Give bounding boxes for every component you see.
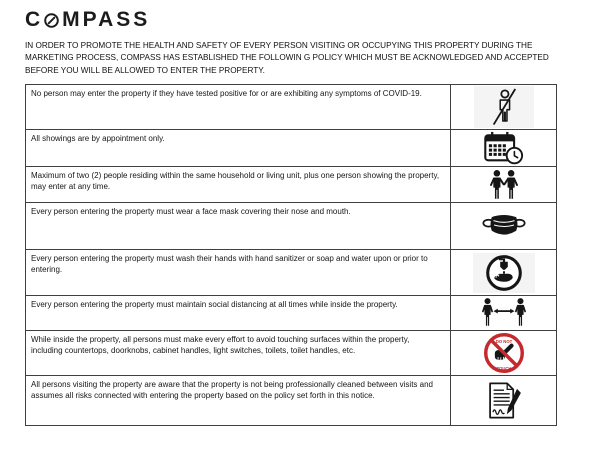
policy-text: Every person entering the property must maintain social distancing at all times while inside the property. [31,299,398,309]
social-distance-icon [481,297,527,329]
policy-text: All showings are by appointment only. [31,133,165,143]
hand-sanitizer-icon [485,254,523,292]
policy-text: All persons visiting the property are aware that the property is not being professionally cleaned between visits and assumes all risks connected with entering the property based on the policy set forth in this notice. [31,379,434,400]
logo-text-suffix: MPASS [62,8,151,31]
do-not-label: DO NOT [495,339,512,345]
policy-icon-cell [450,203,556,249]
icon-backdrop [485,380,522,421]
two-people-icon [486,169,522,201]
compass-slashed-o-icon [43,12,60,29]
icon-backdrop [474,86,534,128]
policy-icon-cell [450,376,556,425]
policy-row [26,130,556,167]
logo-text-prefix: C [25,8,44,31]
policy-text: While inside the property, all persons must make every effort to avoid touching surfaces within the property, including countertops, doorknobs, cabinet handles, light switches, toilets, toilet handles, etc. [31,334,410,355]
icon-backdrop [486,169,522,201]
policy-icon-cell [450,331,556,375]
policy-row [26,376,556,425]
policy-text: Every person entering the property must wear a face mask covering their nose and mouth. [31,206,351,216]
policy-icon-cell [450,296,556,330]
touch-label: TOUCH [496,365,511,371]
icon-backdrop [473,253,535,293]
policy-icon-cell [450,250,556,295]
icon-backdrop [481,297,527,329]
policy-icon-cell [450,167,556,202]
policy-text: No person may enter the property if they have tested positive for or are exhibiting any symptoms of COVID-19. [31,88,422,98]
policy-icon-cell [450,130,556,166]
policy-text: Every person entering the property must wash their hands with hand sanitizer or soap and water upon or prior to entering. [31,253,428,274]
policy-row [26,85,556,130]
policy-row [26,203,556,250]
icon-backdrop [483,131,525,165]
policy-row [26,331,556,376]
compass-logo [25,9,150,30]
icon-backdrop [483,332,525,374]
policy-row [26,167,556,203]
policy-text: Maximum of two (2) people residing within the same household or living unit, plus one person showing the property, may enter at any time. [31,170,440,191]
no-entry-person-icon [486,87,522,127]
icon-backdrop [482,212,526,241]
policy-row [26,250,556,296]
appointment-calendar-clock-icon [483,131,525,165]
signed-document-icon [485,380,522,421]
intro-text: IN ORDER TO PROMOTE THE HEALTH AND SAFETY OF EVERY PERSON VISITING OR OCCUPYING THIS PROPERTY DURING THE MARKETING PROCESS, COMPASS HAS ESTABLISHED THE FOLLOWIN G POLICY WHICH MUST BE ACKNOWLEDGED AND ACCEPTED BEFORE YOU WILL BE ALLOWED TO ENTER THE PROPERTY. [25,41,549,75]
do-not-touch-icon [483,332,525,374]
policy-icon-cell [450,85,556,129]
face-mask-icon [482,212,526,241]
policy-table [25,84,557,426]
policy-row [26,296,556,331]
